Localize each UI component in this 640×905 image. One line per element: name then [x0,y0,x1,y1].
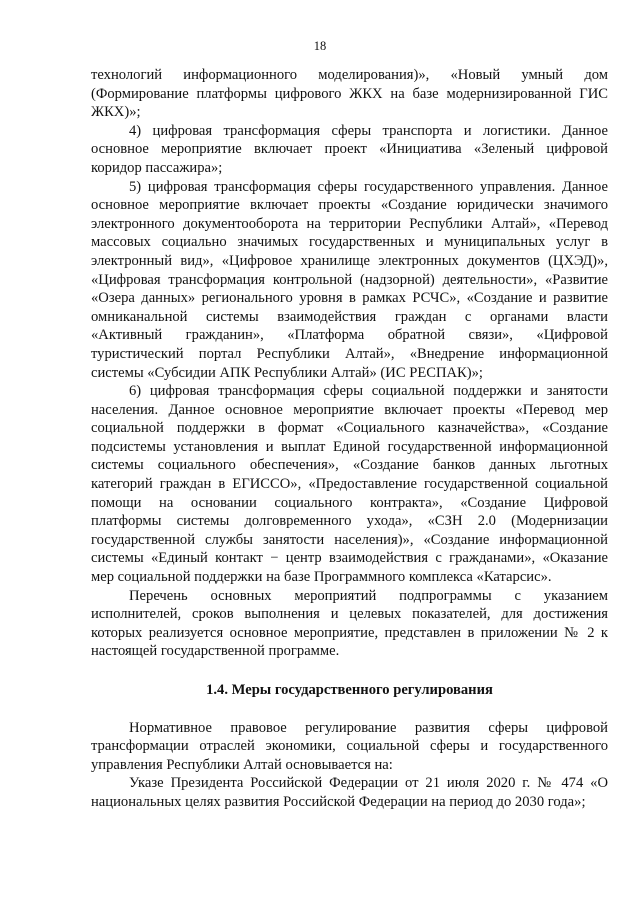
paragraphs-section-2 [91,719,608,812]
paragraph [91,382,608,587]
text-line: настоящей государственной программе. [91,643,340,660]
text-line: 6) цифровая трансформация сферы социальной поддержки и занятости [129,383,608,400]
document-body [91,66,608,812]
text-line: подсистемы установления и выплат Единой государственной информационной [91,438,608,455]
text-line: Указе Президента Российской Федерации от 21 июля 2020 г. № 474 «О [129,775,608,792]
text-line: омниканальной системы взаимодействия граждан с органами власти [91,308,608,325]
text-line: ЖКХ)»; [91,104,141,121]
text-line: населения. Данное основное мероприятие включает проекты «Перевод мер [91,401,608,418]
text-line: (Формирование платформы цифрового ЖКХ на базе модернизированной ГИС [91,85,608,102]
text-line: «Активный гражданин», «Платформа обратной связи», «Цифровой [91,327,608,344]
text-line: системы «Единый контакт − центр взаимодействия с гражданами», «Оказание [91,550,608,567]
text-line: электронного документооборота на территории Республики Алтай», «Перевод [91,215,608,232]
text-line: коридор пассажира»; [91,159,223,176]
paragraph [91,122,608,178]
text-line: 5) цифровая трансформация сферы государственного управления. Данное [129,178,608,195]
text-line: «Цифровая трансформация контрольной (надзорной) деятельности», «Развитие [91,271,608,288]
text-line: «Озера данных» регионального уровня в рамках РСЧС», «Создание и развитие [91,290,608,307]
text-line: исполнителей, сроков выполнения и целевых показателей, для достижения [91,606,608,623]
text-line: электронный вид», «Цифровое хранилище электронных документов (ЦХЭД)», [91,252,608,269]
paragraph [91,587,608,661]
text-line: основное мероприятие включает проекты «Создание юридически значимого [91,197,608,214]
paragraphs-section-1 [91,66,608,661]
text-line: помощи на основании социального контракта», «Создание Цифровой [91,494,608,511]
paragraph [91,66,608,122]
paragraph [91,719,608,775]
text-line: государственной службы занятости населения)», «Создание информационной [91,531,608,548]
text-line: технологий информационного моделирования)», «Новый умный дом [91,67,608,83]
text-line: трансформации отраслей экономики, социальной сферы и государственного [91,738,608,755]
text-line: массовых социально значимых государственных и муниципальных услуг в [91,234,608,251]
paragraph [91,178,608,383]
text-line: платформы системы долговременного ухода», «СЗН 2.0 (Модернизации [91,513,608,530]
text-line: которых реализуется основное мероприятие, представлен в приложении № 2 к [91,624,608,641]
text-line: мер социальной поддержки на базе Программного комплекса «Катарсис». [91,569,552,586]
text-line: категорий граждан в ЕГИССО», «Предоставление государственной социальной [91,476,608,493]
text-line: системы социального обеспечения», «Создание банков данных льготных [91,457,608,474]
text-line: туристический портал Республики Алтай», «Внедрение информационной [91,345,608,362]
section-heading: 1.4. Меры государственного регулирования [206,682,493,698]
text-line: 4) цифровая трансформация сферы транспорта и логистики. Данное [129,122,608,139]
text-line: Нормативное правовое регулирование развития сферы цифровой [129,719,608,736]
paragraph [91,774,608,811]
text-line: системы «Субсидии АПК Республики Алтай» (ИС РЕСПАК)»; [91,364,483,381]
text-line: управления Республики Алтай основывается на: [91,756,393,773]
text-line: социальной поддержки в формат «Социального казначейства», «Создание [91,420,608,437]
page-number: 18 [313,39,327,53]
text-line: национальных целях развития Российской Федерации на период до 2030 года»; [91,793,586,810]
text-line: Перечень основных мероприятий подпрограммы с указанием [129,587,608,604]
text-line: основное мероприятие включает проект «Инициатива «Зеленый цифровой [91,141,608,158]
